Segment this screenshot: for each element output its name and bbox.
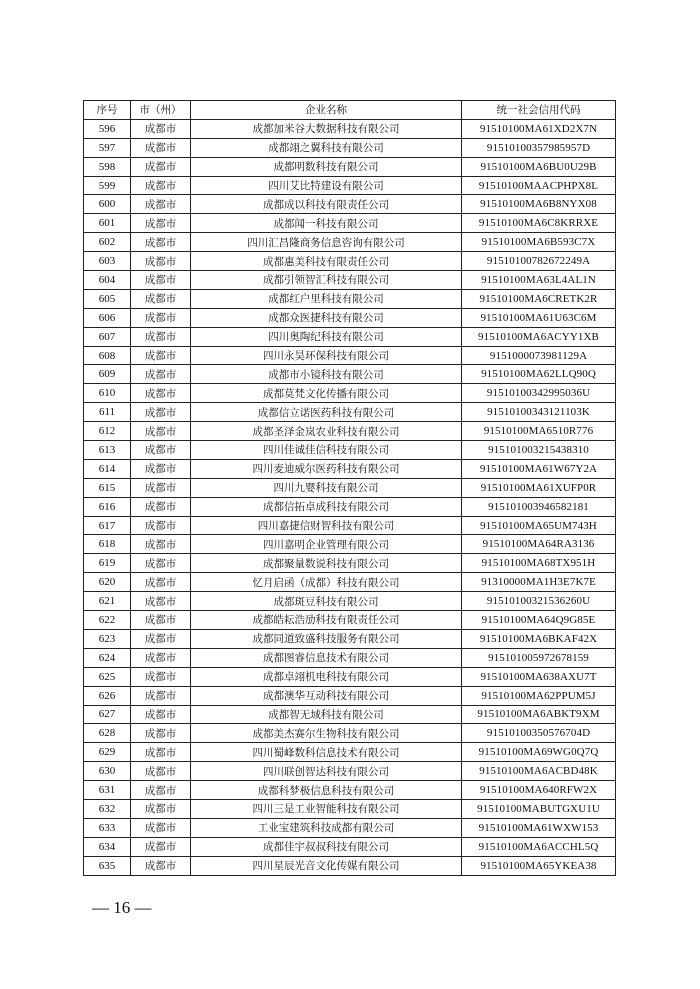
row-serial: 614 [84,459,131,478]
table-row [84,289,616,308]
header-company-name: 企业名称 [191,101,462,120]
row-city: 成都市 [131,459,191,478]
row-credit-code: 91510100321536260U [462,592,616,611]
table-row [84,497,616,516]
table-row [84,686,616,705]
row-company-name: 成都明数科技有限公司 [191,157,462,176]
row-serial: 624 [84,648,131,667]
row-serial: 617 [84,516,131,535]
table-row [84,799,616,818]
row-credit-code: 91510100MA62PPUM5J [462,686,616,705]
table-row [84,762,616,781]
table-row [84,837,616,856]
row-company-name: 成都众医捷科技有限公司 [191,308,462,327]
row-city: 成都市 [131,743,191,762]
row-serial: 622 [84,611,131,630]
row-serial: 627 [84,705,131,724]
row-credit-code: 91310000MA1H3E7K7E [462,573,616,592]
row-credit-code: 91510100MA64Q9G85E [462,611,616,630]
row-city: 成都市 [131,648,191,667]
row-city: 成都市 [131,327,191,346]
row-city: 成都市 [131,724,191,743]
row-credit-code: 91510100MABUTGXU1U [462,799,616,818]
row-credit-code: 91510100MA61XD2X7N [462,119,616,138]
row-company-name: 成都美杰赛尔生物科技有限公司 [191,724,462,743]
row-serial: 597 [84,138,131,157]
row-city: 成都市 [131,308,191,327]
row-credit-code: 915101003946582181 [462,497,616,516]
row-city: 成都市 [131,629,191,648]
row-credit-code: 91510100MA6ACBD48K [462,762,616,781]
table-row [84,271,616,290]
row-credit-code: 91510100343121103K [462,403,616,422]
table-row [84,459,616,478]
row-credit-code: 91510100MA6B593C7X [462,233,616,252]
row-company-name: 四川汇昌隆商务信息咨询有限公司 [191,233,462,252]
row-city: 成都市 [131,781,191,800]
row-company-name: 成都皓耘浩劢科技有限责任公司 [191,611,462,630]
row-company-name: 成都同道致盛科技服务有限公司 [191,629,462,648]
table-row [84,592,616,611]
row-credit-code: 91510100MA64RA3136 [462,535,616,554]
row-city: 成都市 [131,837,191,856]
table-row [84,422,616,441]
row-city: 成都市 [131,516,191,535]
header-serial: 序号 [84,101,131,120]
row-credit-code: 91510100MA6C8KRRXE [462,214,616,233]
row-company-name: 成都引领智汇科技有限公司 [191,271,462,290]
table-row [84,176,616,195]
enterprise-table [83,100,616,876]
table-row [84,327,616,346]
row-city: 成都市 [131,157,191,176]
row-credit-code: 91510100MA6510R776 [462,422,616,441]
row-credit-code: 91510100MAACPHPX8L [462,176,616,195]
table-row [84,554,616,573]
row-serial: 620 [84,573,131,592]
row-company-name: 四川艾比特建设有限公司 [191,176,462,195]
table-row [84,724,616,743]
row-credit-code: 91510100MA6BKAF42X [462,629,616,648]
row-city: 成都市 [131,233,191,252]
row-city: 成都市 [131,195,191,214]
table-row [84,233,616,252]
row-city: 成都市 [131,535,191,554]
row-serial: 630 [84,762,131,781]
row-credit-code: 91510100342995036U [462,384,616,403]
row-serial: 607 [84,327,131,346]
row-company-name: 成都斑豆科技有限公司 [191,592,462,611]
row-city: 成都市 [131,252,191,271]
row-serial: 628 [84,724,131,743]
row-city: 成都市 [131,138,191,157]
row-serial: 623 [84,629,131,648]
row-serial: 598 [84,157,131,176]
row-serial: 611 [84,403,131,422]
table-row [84,629,616,648]
table-row [84,384,616,403]
row-company-name: 四川麦迪威尔医药科技有限公司 [191,459,462,478]
row-serial: 601 [84,214,131,233]
row-company-name: 成都加米谷大数据科技有限公司 [191,119,462,138]
row-city: 成都市 [131,478,191,497]
row-city: 成都市 [131,554,191,573]
row-company-name: 成都惠美科技有限责任公司 [191,252,462,271]
row-credit-code: 9151000073981129A [462,346,616,365]
row-company-name: 四川星辰光音文化传媒有限公司 [191,856,462,875]
row-company-name: 成都图睿信息技术有限公司 [191,648,462,667]
row-city: 成都市 [131,705,191,724]
row-city: 成都市 [131,289,191,308]
row-city: 成都市 [131,214,191,233]
row-credit-code: 91510100MA65YKEA38 [462,856,616,875]
table-row [84,516,616,535]
row-serial: 629 [84,743,131,762]
row-serial: 632 [84,799,131,818]
row-credit-code: 91510100MA62LLQ90Q [462,365,616,384]
table-body [84,119,616,875]
row-credit-code: 91510100MA6BU0U29B [462,157,616,176]
row-serial: 605 [84,289,131,308]
row-company-name: 成都成以科技有限责任公司 [191,195,462,214]
row-credit-code: 91510100MA61U63C6M [462,308,616,327]
row-serial: 602 [84,233,131,252]
row-credit-code: 91510100MA61XUFP0R [462,478,616,497]
row-city: 成都市 [131,384,191,403]
row-credit-code: 91510100782672249A [462,252,616,271]
row-city: 成都市 [131,497,191,516]
row-company-name: 成都市小镜科技有限公司 [191,365,462,384]
row-serial: 616 [84,497,131,516]
row-city: 成都市 [131,856,191,875]
table-row [84,478,616,497]
row-city: 成都市 [131,403,191,422]
row-serial: 609 [84,365,131,384]
row-credit-code: 91510100MA6ACYY1XB [462,327,616,346]
row-company-name: 成都佳宇叔叔科技有限公司 [191,837,462,856]
row-city: 成都市 [131,686,191,705]
table-row [84,573,616,592]
row-credit-code: 91510100350576704D [462,724,616,743]
table-row [84,441,616,460]
row-company-name: 成都卓翊机电科技有限公司 [191,667,462,686]
row-serial: 618 [84,535,131,554]
row-company-name: 成都智无域科技有限公司 [191,705,462,724]
row-serial: 615 [84,478,131,497]
table-row [84,346,616,365]
row-company-name: 工业宝建筑科技成都有限公司 [191,818,462,837]
row-company-name: 成都科梦极信息科技有限公司 [191,781,462,800]
row-city: 成都市 [131,365,191,384]
row-serial: 631 [84,781,131,800]
row-credit-code: 91510100MA640RFW2X [462,781,616,800]
row-serial: 619 [84,554,131,573]
row-city: 成都市 [131,271,191,290]
table-row [84,138,616,157]
row-serial: 606 [84,308,131,327]
row-city: 成都市 [131,176,191,195]
row-city: 成都市 [131,119,191,138]
header-city: 市（州） [131,101,191,120]
row-company-name: 成都莫梵文化传播有限公司 [191,384,462,403]
row-company-name: 成都闻一科技有限公司 [191,214,462,233]
row-credit-code: 91510100357985957D [462,138,616,157]
row-city: 成都市 [131,799,191,818]
row-serial: 635 [84,856,131,875]
table-row [84,365,616,384]
row-serial: 613 [84,441,131,460]
table-row [84,119,616,138]
table-header-row [84,101,616,120]
row-serial: 634 [84,837,131,856]
table-row [84,308,616,327]
row-company-name: 四川永昊环保科技有限公司 [191,346,462,365]
table-row [84,743,616,762]
row-credit-code: 91510100MA6ACCHL5Q [462,837,616,856]
row-credit-code: 91510100MA61W67Y2A [462,459,616,478]
row-city: 成都市 [131,667,191,686]
row-serial: 610 [84,384,131,403]
row-serial: 608 [84,346,131,365]
page-number: — 16 — [92,898,152,917]
row-serial: 603 [84,252,131,271]
row-company-name: 成都澳华互动科技有限公司 [191,686,462,705]
row-credit-code: 91510100MA6ABKT9XM [462,705,616,724]
row-credit-code: 91510100MA6B8NYX08 [462,195,616,214]
table-row [84,818,616,837]
table-row [84,648,616,667]
row-city: 成都市 [131,441,191,460]
row-credit-code: 91510100MA68TX951H [462,554,616,573]
row-company-name: 四川嘉明企业管理有限公司 [191,535,462,554]
table-row [84,705,616,724]
row-credit-code: 91510100MA61WXW153 [462,818,616,837]
row-city: 成都市 [131,592,191,611]
header-credit-code: 统一社会信用代码 [462,101,616,120]
row-city: 成都市 [131,611,191,630]
table-row [84,157,616,176]
table-row [84,403,616,422]
row-company-name: 成都聚量数说科技有限公司 [191,554,462,573]
row-city: 成都市 [131,818,191,837]
row-company-name: 成都圣泽金岚农业科技有限公司 [191,422,462,441]
row-serial: 621 [84,592,131,611]
row-serial: 625 [84,667,131,686]
row-city: 成都市 [131,346,191,365]
enterprise-list-sheet [83,100,615,876]
row-credit-code: 915101003215438310 [462,441,616,460]
row-company-name: 成都红户里科技有限公司 [191,289,462,308]
row-city: 成都市 [131,762,191,781]
row-company-name: 四川联创智达科技有限公司 [191,762,462,781]
row-serial: 612 [84,422,131,441]
row-city: 成都市 [131,573,191,592]
row-serial: 596 [84,119,131,138]
row-serial: 604 [84,271,131,290]
row-credit-code: 91510100MA638AXU7T [462,667,616,686]
row-company-name: 忆月启函（成都）科技有限公司 [191,573,462,592]
row-company-name: 四川蜀峰数科信息技术有限公司 [191,743,462,762]
table-row [84,667,616,686]
row-serial: 626 [84,686,131,705]
table-row [84,781,616,800]
row-serial: 633 [84,818,131,837]
row-city: 成都市 [131,422,191,441]
row-company-name: 成都翊之翼科技有限公司 [191,138,462,157]
table-row [84,856,616,875]
table-row [84,214,616,233]
row-company-name: 四川奥陶纪科技有限公司 [191,327,462,346]
row-credit-code: 915101005972678159 [462,648,616,667]
row-company-name: 四川三是工业智能科技有限公司 [191,799,462,818]
row-company-name: 成都信立诺医药科技有限公司 [191,403,462,422]
table-row [84,611,616,630]
row-company-name: 四川九婴科技有限公司 [191,478,462,497]
table-row [84,195,616,214]
row-credit-code: 91510100MA69WG0Q7Q [462,743,616,762]
row-credit-code: 91510100MA63L4AL1N [462,271,616,290]
row-serial: 599 [84,176,131,195]
row-credit-code: 91510100MA65UM743H [462,516,616,535]
row-company-name: 四川嘉捷信财智科技有限公司 [191,516,462,535]
row-serial: 600 [84,195,131,214]
row-company-name: 成都信拓卓成科技有限公司 [191,497,462,516]
row-credit-code: 91510100MA6CRETK2R [462,289,616,308]
row-company-name: 四川佳诚佳信科技有限公司 [191,441,462,460]
table-row [84,252,616,271]
table-row [84,535,616,554]
